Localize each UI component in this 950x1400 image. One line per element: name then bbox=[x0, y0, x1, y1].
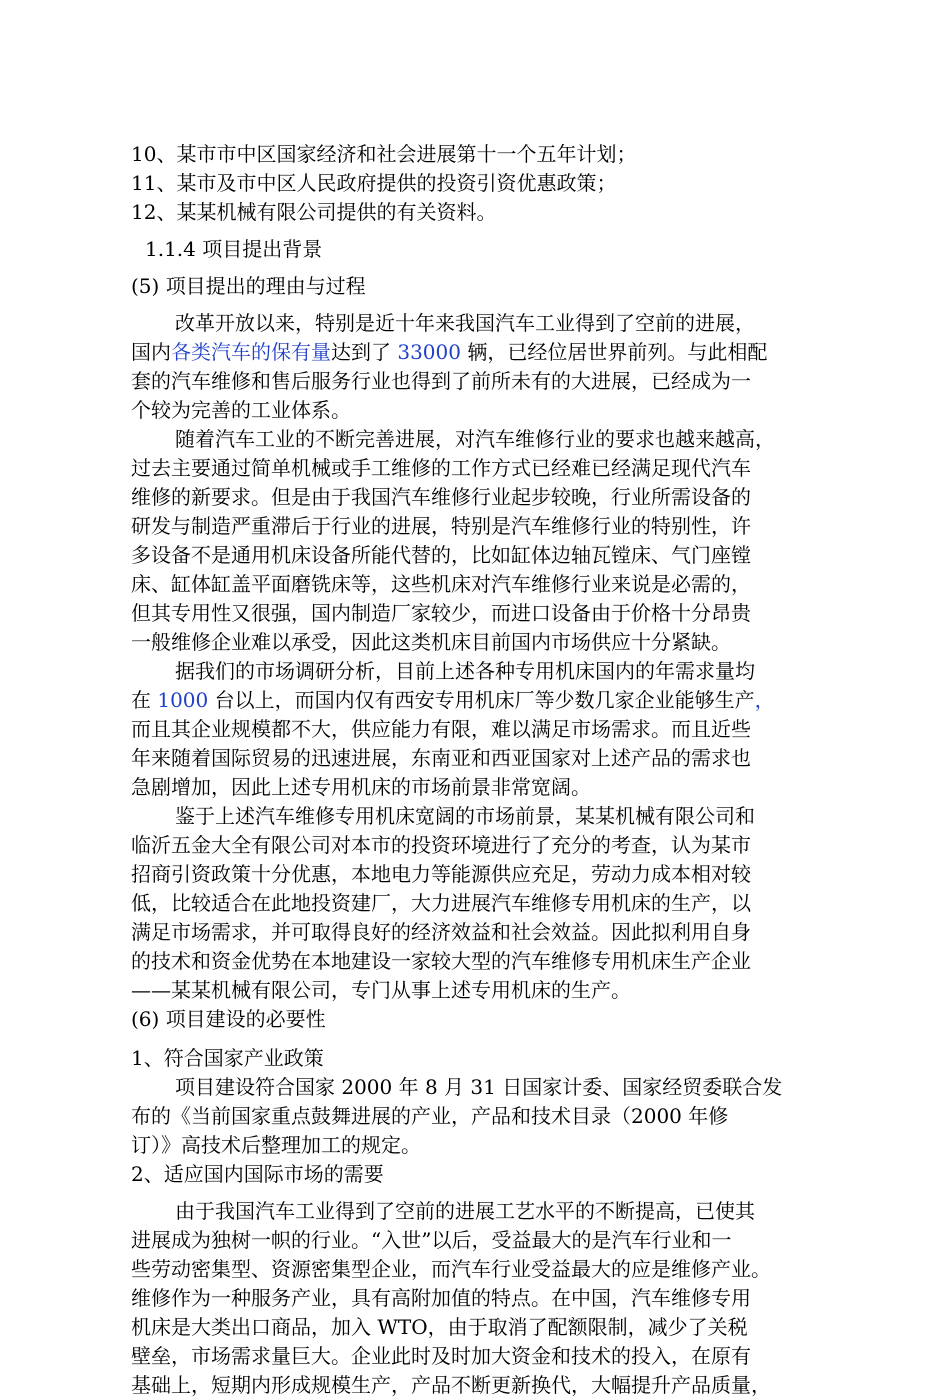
paragraph-industry bbox=[131, 425, 825, 657]
paragraph-line: 基础上，短期内形成规模生产，产品不断更新换代，大幅提升产品质量， bbox=[131, 1373, 771, 1397]
paragraph-line: 布的《当前国家重点鼓舞进展的产业，产品和技术目录（2000 年修 bbox=[131, 1104, 729, 1128]
document-page bbox=[131, 140, 825, 1400]
paragraph-line: 维修作为一种服务产业，具有高附加值的特点。在中国，汽车维修专用 bbox=[131, 1286, 751, 1310]
reference-item-10: 10、某市市中区国家经济和社会进展第十一个五年计划； bbox=[131, 142, 637, 166]
highlight-number: 1000 bbox=[157, 688, 209, 712]
paragraph-line: 的技术和资金优势在本地建设一家较大型的汽车维修专用机床生产企业 bbox=[131, 949, 751, 973]
paragraph-line: 壁垒，市场需求量巨大。企业此时及时加大资金和技术的投入，在原有 bbox=[131, 1344, 751, 1368]
item-heading-2: 2、适应国内国际市场的需要 bbox=[131, 1162, 384, 1186]
paragraph-market bbox=[131, 657, 825, 802]
paragraph-reform bbox=[131, 309, 825, 425]
paragraph-line: ——某某机械有限公司，专门从事上述专用机床的生产。 bbox=[131, 978, 631, 1002]
paragraph-line: 些劳动密集型、资源密集型企业，而汽车行业受益最大的应是维修产业。 bbox=[131, 1257, 771, 1281]
highlight-text: 各类汽车的保有量 bbox=[171, 340, 331, 364]
paragraph-line: 订）》高技术后整理加工的规定。 bbox=[131, 1133, 421, 1157]
highlight-number: 33000 bbox=[397, 340, 461, 364]
paragraph-line: 但其专用性又很强，国内制造厂家较少，而进口设备由于价格十分昂贵 bbox=[131, 601, 751, 625]
reference-item-11: 11、某市及市中区人民政府提供的投资引资优惠政策； bbox=[131, 171, 617, 195]
paragraph-line: 国内各类汽车的保有量达到了 33000 辆，已经位居世界前列。与此相配 bbox=[131, 340, 768, 364]
paragraph-line: 据我们的市场调研分析，目前上述各种专用机床国内的年需求量均 bbox=[175, 659, 755, 683]
reference-item-12: 12、某某机械有限公司提供的有关资料。 bbox=[131, 200, 497, 224]
paragraph-company bbox=[131, 802, 825, 1005]
paragraph-line: 一般维修企业难以承受，因此这类机床目前国内市场供应十分紧缺。 bbox=[131, 630, 731, 654]
paragraph-line: 进展成为独树一帜的行业。“入世”以后，受益最大的是汽车行业和一 bbox=[131, 1228, 732, 1252]
section-heading: 1.1.4 项目提出背景 bbox=[145, 237, 323, 261]
paragraph-line: 而且其企业规模都不大，供应能力有限，难以满足市场需求。而且近些 bbox=[131, 717, 751, 741]
paragraph-line: 机床是大类出口商品，加入 WTO，由于取消了配额限制，减少了关税 bbox=[131, 1315, 748, 1339]
paragraph-line: 套的汽车维修和售后服务行业也得到了前所未有的大进展，已经成为一 bbox=[131, 369, 751, 393]
subsection-heading-6: (6) 项目建设的必要性 bbox=[131, 1007, 326, 1031]
paragraph-line: 过去主要通过简单机械或手工维修的工作方式已经难已经满足现代汽车 bbox=[131, 456, 751, 480]
subsection-heading-5: (5) 项目提出的理由与过程 bbox=[131, 274, 366, 298]
paragraph-line: 年来随着国际贸易的迅速进展，东南亚和西亚国家对上述产品的需求也 bbox=[131, 746, 751, 770]
paragraph-line: 由于我国汽车工业得到了空前的进展工艺水平的不断提高，已使其 bbox=[175, 1199, 755, 1223]
paragraph-line: 低，比较适合在此地投资建厂，大力进展汽车维修专用机床的生产，以 bbox=[131, 891, 751, 915]
paragraph-line: 改革开放以来，特别是近十年来我国汽车工业得到了空前的进展， bbox=[175, 311, 755, 335]
paragraph-international bbox=[131, 1197, 825, 1400]
paragraph-line: 招商引资政策十分优惠，本地电力等能源供应充足，劳动力成本相对较 bbox=[131, 862, 751, 886]
item-heading-1: 1、符合国家产业政策 bbox=[131, 1046, 324, 1070]
paragraph-line: 维修的新要求。但是由于我国汽车维修行业起步较晚，行业所需设备的 bbox=[131, 485, 751, 509]
paragraph-line: 在 1000 台以上，而国内仅有西安专用机床厂等少数几家企业能够生产， bbox=[131, 688, 775, 712]
paragraph-policy bbox=[131, 1073, 825, 1160]
paragraph-line: 研发与制造严重滞后于行业的进展，特别是汽车维修行业的特别性，许 bbox=[131, 514, 751, 538]
paragraph-line: 鉴于上述汽车维修专用机床宽阔的市场前景，某某机械有限公司和 bbox=[175, 804, 755, 828]
paragraph-line: 满足市场需求，并可取得良好的经济效益和社会效益。因此拟利用自身 bbox=[131, 920, 751, 944]
paragraph-line: 床、缸体缸盖平面磨铣床等，这些机床对汽车维修行业来说是必需的， bbox=[131, 572, 751, 596]
paragraph-line: 项目建设符合国家 2000 年 8 月 31 日国家计委、国家经贸委联合发 bbox=[175, 1075, 783, 1099]
paragraph-line: 随着汽车工业的不断完善进展，对汽车维修行业的要求也越来越高， bbox=[175, 427, 775, 451]
paragraph-line: 多设备不是通用机床设备所能代替的，比如缸体边轴瓦镗床、气门座镗 bbox=[131, 543, 751, 567]
paragraph-line: 个较为完善的工业体系。 bbox=[131, 398, 351, 422]
paragraph-line: 急剧增加，因此上述专用机床的市场前景非常宽阔。 bbox=[131, 775, 591, 799]
paragraph-line: 临沂五金大全有限公司对本市的投资环境进行了充分的考查，认为某市 bbox=[131, 833, 751, 857]
